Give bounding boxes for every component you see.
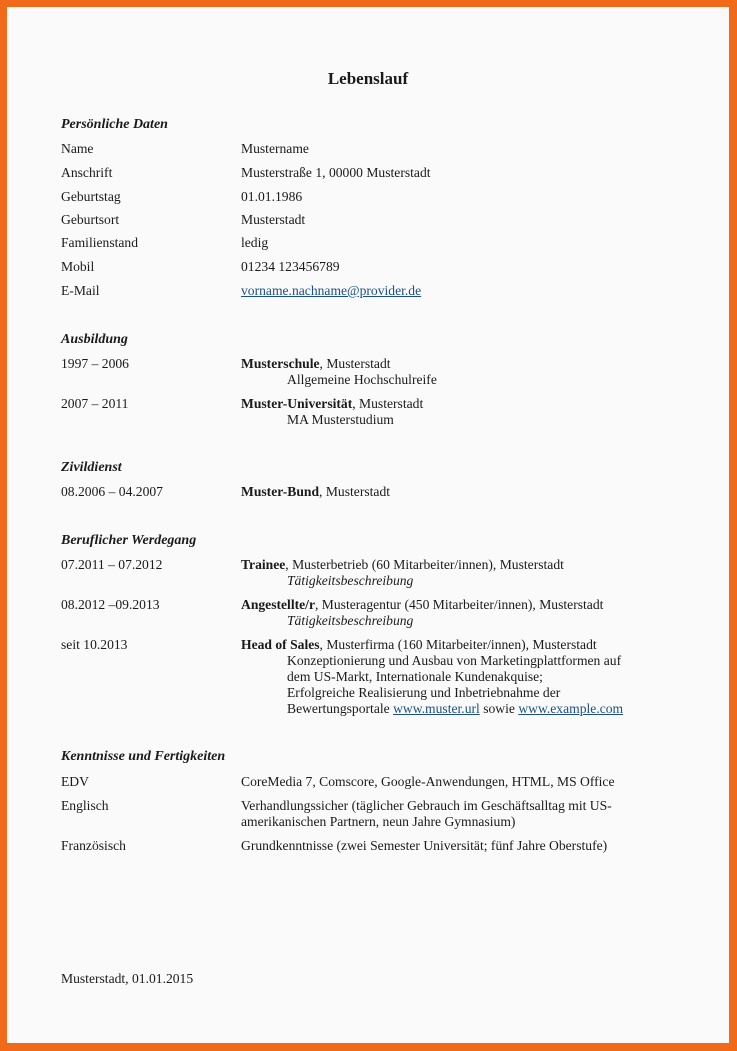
item-detail: Bewertungsportale www.muster.url sowie www.example.com (287, 701, 624, 716)
row-value: 01.01.1986 (241, 189, 303, 204)
row-value: Mustername (241, 141, 309, 156)
item-detail: MA Musterstudium (287, 412, 394, 427)
job-title: Angestellte/r (241, 597, 315, 612)
section-heading-career: Beruflicher Werdegang (61, 533, 197, 548)
institution-name: Muster-Universität (241, 396, 353, 411)
job-title: Trainee (241, 557, 286, 572)
row-value: Grundkenntnisse (zwei Semester Universität; fünf Jahre Oberstufe) (241, 838, 608, 853)
row-label: Familienstand (61, 235, 139, 250)
section-heading-skills: Kenntnisse und Fertigkeiten (61, 749, 226, 764)
portal-link-1[interactable]: www.muster.url (393, 701, 480, 716)
row-value: Musterstraße 1, 00000 Musterstadt (241, 165, 431, 180)
page-title: Lebenslauf (327, 69, 409, 88)
job-title: Head of Sales (241, 637, 320, 652)
item-detail: Tätigkeitsbeschreibung (287, 613, 414, 628)
row-label: Französisch (61, 838, 126, 853)
portal-link-2[interactable]: www.example.com (518, 701, 624, 716)
row-value: ledig (241, 235, 269, 250)
email-link[interactable]: vorname.nachname@provider.de (241, 283, 422, 298)
row-value: amerikanischen Partnern, neun Jahre Gymnasium) (241, 814, 516, 829)
item-detail: Erfolgreiche Realisierung und Inbetriebnahme der (287, 685, 561, 700)
place-date: Musterstadt, 01.01.2015 (61, 971, 194, 986)
section-heading-education: Ausbildung (61, 332, 128, 347)
row-label: Anschrift (61, 165, 113, 180)
period: 2007 – 2011 (61, 396, 129, 411)
period: seit 10.2013 (61, 637, 128, 652)
period: 08.2006 – 04.2007 (61, 484, 163, 499)
document-page: Lebenslauf Persönliche Daten Name Mustername Anschrift Musterstraße 1, 00000 Musterstadt Geburtstag 01.01.1986 Geburtsort Musterstadt Familienstand ledig Mobil 01234 123456789 E-Mail vorname.nachname@provider.de Ausbildung 1997 – 2006 Musterschule, Musterstadt Allgemeine Hochschulreife 2007 – 2011 Muster-Universität, Musterstadt MA Musterstudium Zivildienst 08.2006 – 04.2007 Muster-Bund, Musterstadt Beruflicher Werdegang 07.2011 – 07.2012 Trainee, Musterbetrieb (60 Mitarbeiter/innen), Musterstadt Tätigkeitsbeschreibung 08.2012 –09.2013 Angestellte/r, Musteragentur (450 Mitarbeiter/innen), Musterstadt Tätigkeitsbeschreibung seit 10.2013 Head of Sales, Musterfirma (160 Mitarbeiter/innen), Musterstadt Konzeptionierung und Ausbau von Marketingplattformen auf dem US-Markt, Internationale Kundenakquise; Erfolgreiche Realisierung und Inbetriebnahme der Bewertungsportale www.muster.url sowie www.example.com Kenntnisse und Fertigkeiten EDV CoreMedia 7, Comscore, Google-Anwendungen, HTML, MS Office Englisch Verhandlungssicher (täglicher Gebrauch im Geschäftsalltag mit US- amerikanischen Partnern, neun Jahre Gymnasium) Französisch Grundkenntnisse (zwei Semester Universität; fünf Jahre Oberstufe) Musterstadt, 01.01.2015 (7, 7, 729, 1043)
institution-name: Musterschule (241, 356, 320, 371)
row-label: Name (61, 141, 94, 156)
row-label: E-Mail (61, 283, 100, 298)
item-detail: Konzeptionierung und Ausbau von Marketingplattformen auf (287, 653, 622, 668)
item-detail: Tätigkeitsbeschreibung (287, 573, 414, 588)
row-value: CoreMedia 7, Comscore, Google-Anwendungen, HTML, MS Office (241, 774, 615, 789)
item-detail: Allgemeine Hochschulreife (287, 372, 437, 387)
row-value: Musterstadt (241, 212, 306, 227)
row-value: 01234 123456789 (241, 259, 340, 274)
item-detail: dem US-Markt, Internationale Kundenakquise; (287, 669, 543, 684)
period: 08.2012 –09.2013 (61, 597, 160, 612)
row-label: EDV (61, 774, 89, 789)
section-heading-civil: Zivildienst (61, 460, 122, 475)
period: 1997 – 2006 (61, 356, 129, 371)
row-label: Geburtstag (61, 189, 121, 204)
row-value: Verhandlungssicher (täglicher Gebrauch im Geschäftsalltag mit US- (241, 798, 612, 813)
row-label: Geburtsort (61, 212, 120, 227)
section-heading-personal: Persönliche Daten (61, 117, 168, 132)
row-label: Mobil (61, 259, 95, 274)
row-label: Englisch (61, 798, 109, 813)
period: 07.2011 – 07.2012 (61, 557, 163, 572)
institution-name: Muster-Bund (241, 484, 320, 499)
